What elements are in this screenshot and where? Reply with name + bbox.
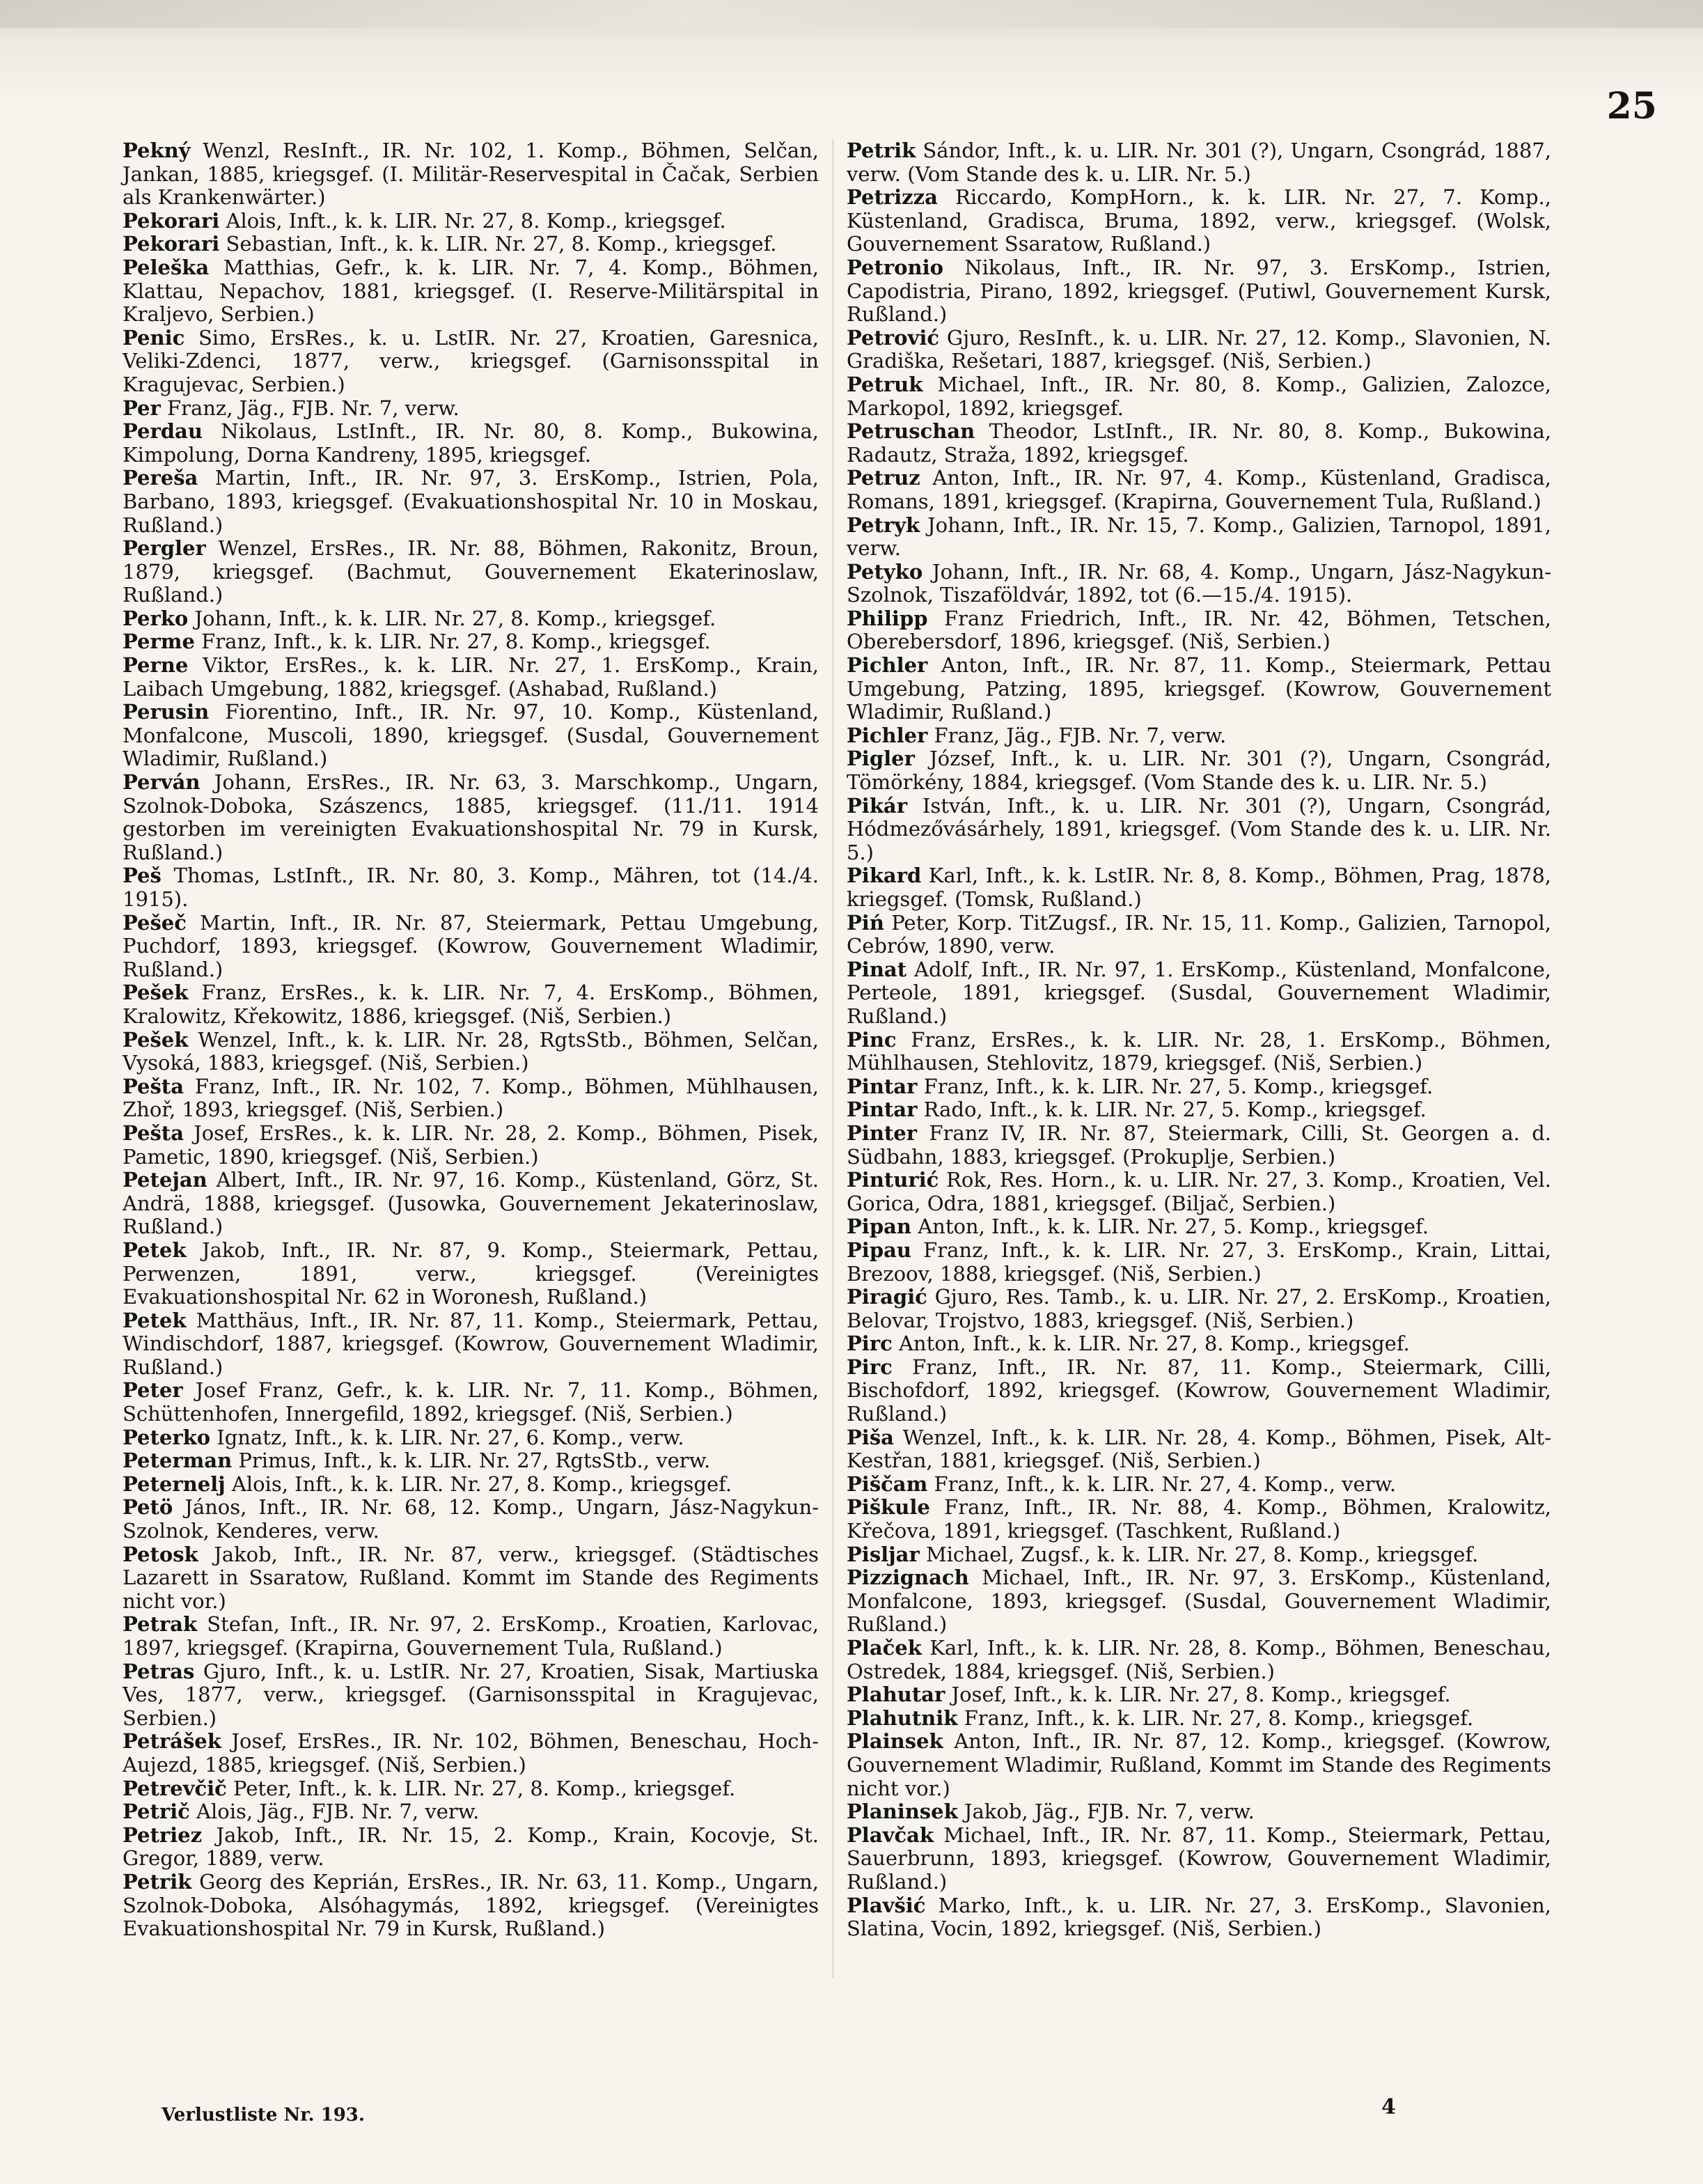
entry-surname: Pizzignach — [847, 1566, 969, 1590]
entry-surname: Piščam — [847, 1472, 928, 1496]
entry-surname: Petruk — [847, 372, 923, 396]
entry-details: Johann, Inft., IR. Nr. 15, 7. Komp., Galizien, Tarnopol, 1891, verw. — [847, 513, 1551, 561]
entry-details: Franz, Jäg., FJB. Nr. 7, verw. — [927, 723, 1227, 747]
entry-surname: Pipau — [847, 1238, 911, 1262]
entry-details: Anton, Inft., k. k. LIR. Nr. 27, 8. Komp., kriegsgef. — [892, 1332, 1410, 1356]
entry-details: Anton, Inft., k. k. LIR. Nr. 27, 5. Komp., kriegsgef. — [911, 1215, 1429, 1239]
list-entry — [847, 1169, 1551, 1215]
entry-surname: Petrič — [123, 1800, 190, 1824]
list-entry — [123, 654, 819, 701]
list-entry — [123, 981, 819, 1028]
entry-details: Peter, Korp. TitZugsf., IR. Nr. 15, 11. Komp., Galizien, Tarnopol, Cebrów, 1890, verw. — [847, 910, 1551, 958]
list-entry — [847, 747, 1551, 794]
list-entry — [123, 1496, 819, 1543]
list-entry — [123, 1029, 819, 1075]
list-entry — [847, 139, 1551, 186]
entry-details: Jakob, Inft., IR. Nr. 87, 9. Komp., Steiermark, Pettau, Perwenzen, 1891, verw., kriegsgef. (Vereinigtes Evakuationshospital Nr. 62 in Woronesh, Rußland.) — [123, 1238, 819, 1309]
entry-surname: Petriez — [123, 1823, 203, 1847]
entry-details: Wenzel, Inft., k. k. LIR. Nr. 28, RgtsStb., Böhmen, Selčan, Vysoká, 1883, kriegsgef. (Niš, Serbien.) — [123, 1027, 819, 1075]
entry-surname: Perdau — [123, 419, 203, 444]
entry-surname: Petejan — [123, 1168, 207, 1192]
list-entry — [847, 561, 1551, 607]
entry-surname: Petruschan — [847, 419, 975, 444]
entry-surname: Petö — [123, 1495, 173, 1520]
entry-details: Johann, Inft., IR. Nr. 68, 4. Komp., Ungarn, Jász-Nagykun-Szolnok, Tiszaföldvár, 1892, tot (6.—15./4. 1915). — [847, 559, 1551, 607]
list-entry — [847, 1800, 1551, 1824]
entry-details: Viktor, ErsRes., k. k. LIR. Nr. 27, 1. ErsKomp., Krain, Laibach Umgebung, 1882, kriegsgef. (Ashabad, Rußland.) — [123, 653, 819, 701]
entry-details: Josef Franz, Gefr., k. k. LIR. Nr. 7, 11. Komp., Böhmen, Schüttenhofen, Innergefild, 1892, kriegsgef. (Niš, Serbien.) — [123, 1378, 819, 1426]
entry-surname: Pereša — [123, 466, 198, 490]
entry-details: Jakob, Jäg., FJB. Nr. 7, verw. — [957, 1800, 1255, 1824]
entry-surname: Petyko — [847, 559, 923, 584]
list-entry — [123, 397, 819, 421]
entry-surname: Petruz — [847, 466, 920, 490]
entry-details: Marko, Inft., k. u. LIR. Nr. 27, 3. ErsKomp., Slavonien, Slatina, Vocin, 1892, kriegsgef. (Niš, Serbien.) — [847, 1893, 1551, 1941]
entry-details: Alois, Inft., k. k. LIR. Nr. 27, 8. Komp., kriegsgef. — [225, 1472, 732, 1496]
entry-surname: Pigler — [847, 747, 915, 771]
entry-surname: Plahutar — [847, 1683, 945, 1707]
list-entry — [847, 1098, 1551, 1122]
list-entry — [123, 139, 819, 210]
entry-surname: Pekný — [123, 139, 191, 162]
entry-surname: Piragić — [847, 1285, 927, 1309]
entry-surname: Pichler — [847, 653, 928, 678]
list-entry — [847, 1683, 1551, 1707]
list-entry — [847, 373, 1551, 420]
entry-details: Rok, Res. Horn., k. u. LIR. Nr. 27, 3. Komp., Kroatien, Vel. Gorica, Odra, 1881, kriegsgef. (Biljač, Serbien.) — [847, 1168, 1551, 1215]
list-entry — [123, 467, 819, 537]
entry-surname: Petrik — [847, 139, 916, 162]
entry-surname: Pinter — [847, 1121, 918, 1145]
entry-details: Adolf, Inft., IR. Nr. 97, 1. ErsKomp., Küstenland, Monfalcone, Perteole, 1891, kriegsgef. (Susdal, Gouvernement Wladimir, Rußland.) — [847, 957, 1551, 1028]
list-entry — [123, 1449, 819, 1473]
list-entry — [847, 654, 1551, 724]
right-column — [847, 139, 1551, 1941]
list-entry — [847, 864, 1551, 911]
entry-surname: Petrevčič — [123, 1776, 227, 1800]
list-entry — [847, 420, 1551, 467]
entry-details: Franz, Inft., IR. Nr. 102, 7. Komp., Böhmen, Mühlhausen, Zhoř, 1893, kriegsgef. (Niš, Serbien.) — [123, 1074, 819, 1122]
entry-details: Franz, ErsRes., k. k. LIR. Nr. 28, 1. ErsKomp., Böhmen, Mühlhausen, Stehlovitz, 1879, kriegsgef. (Niš, Serbien.) — [847, 1027, 1551, 1075]
entry-surname: Petrović — [847, 325, 940, 350]
list-entry — [123, 1777, 819, 1801]
entry-surname: Pintar — [847, 1098, 918, 1122]
entry-surname: Petrak — [123, 1612, 198, 1637]
list-entry — [123, 607, 819, 631]
entry-details: Alois, Jäg., FJB. Nr. 7, verw. — [189, 1800, 480, 1824]
entry-details: Georg des Keprián, ErsRes., IR. Nr. 63, 11. Komp., Ungarn, Szolnok-Doboka, Alsóhagymás, 1892, kriegsgef. (Vereinigtes Evakuationshospital Nr. 79 in Kursk, Rußland.) — [123, 1869, 819, 1941]
entry-surname: Pekorari — [123, 208, 220, 233]
entry-details: Matthias, Gefr., k. k. LIR. Nr. 7, 4. Komp., Böhmen, Klattau, Nepachov, 1881, kriegsgef. (I. Reserve-Militärspital in Kraljevo, Serbien.) — [123, 255, 819, 327]
entry-details: Gjuro, ResInft., k. u. LIR. Nr. 27, 12. Komp., Slavonien, N. Gradiška, Rešetari, 1887, kriegsgef. (Niš, Serbien.) — [847, 325, 1551, 373]
list-entry — [123, 1239, 819, 1309]
entry-surname: Plavčak — [847, 1823, 934, 1847]
entry-surname: Pešeč — [123, 910, 187, 935]
entry-details: Rado, Inft., k. k. LIR. Nr. 27, 5. Komp., kriegsgef. — [917, 1098, 1427, 1122]
list-entry — [847, 958, 1551, 1029]
entry-details: Jakob, Inft., IR. Nr. 15, 2. Komp., Krain, Kocovje, St. Gregor, 1889, verw. — [123, 1823, 819, 1871]
entry-details: Franz, Inft., k. k. LIR. Nr. 27, 5. Komp., kriegsgef. — [917, 1074, 1434, 1098]
entry-details: Franz, Inft., k. k. LIR. Nr. 27, 8. Komp., kriegsgef. — [194, 630, 711, 654]
entry-surname: Perko — [123, 606, 189, 630]
entry-surname: Pešta — [123, 1121, 184, 1145]
entry-surname: Pikár — [847, 793, 907, 818]
entry-surname: Perme — [123, 630, 195, 654]
entry-details: Anton, Inft., IR. Nr. 97, 4. Komp., Küstenland, Gradisca, Romans, 1891, kriegsgef. (Krapirna, Gouvernement Tula, Rußland.) — [847, 466, 1551, 513]
entry-surname: Perusin — [123, 700, 210, 724]
list-entry — [123, 701, 819, 771]
entry-surname: Petryk — [847, 513, 920, 537]
left-column — [123, 139, 819, 1941]
list-entry — [123, 1473, 819, 1497]
entry-details: József, Inft., k. u. LIR. Nr. 301 (?), Ungarn, Csongrád, Tömörkény, 1884, kriegsgef. (Vom Stande des k. u. LIR. Nr. 5.) — [847, 747, 1551, 795]
entry-details: Martin, Inft., IR. Nr. 97, 3. ErsKomp., Istrien, Pola, Barbano, 1893, kriegsgef. (Evakuationshospital Nr. 10 in Moskau, Rußland.) — [123, 466, 819, 537]
entry-surname: Pešta — [123, 1074, 184, 1098]
entry-details: Theodor, LstInft., IR. Nr. 80, 8. Komp., Bukowina, Radautz, Straža, 1892, kriegsgef. — [847, 419, 1551, 467]
entry-surname: Petrášek — [123, 1729, 221, 1754]
entry-details: Fiorentino, Inft., IR. Nr. 97, 10. Komp., Küstenland, Monfalcone, Muscoli, 1890, kriegsgef. (Susdal, Gouvernement Wladimir, Rußland.) — [123, 700, 819, 771]
page-number: 25 — [1606, 85, 1657, 127]
entry-details: Michael, Inft., IR. Nr. 80, 8. Komp., Galizien, Zalozce, Markopol, 1892, kriegsgef. — [847, 372, 1551, 420]
entry-details: Ignatz, Inft., k. k. LIR. Nr. 27, 6. Komp., verw. — [210, 1425, 684, 1449]
entry-details: Sándor, Inft., k. u. LIR. Nr. 301 (?), Ungarn, Csongrád, 1887, verw. (Vom Stande des k. u. LIR. Nr. 5.) — [847, 139, 1551, 186]
list-entry — [847, 1473, 1551, 1497]
entry-surname: Pergler — [123, 536, 206, 561]
entry-details: Gjuro, Res. Tamb., k. u. LIR. Nr. 27, 2. ErsKomp., Kroatien, Belovar, Trojstvo, 1883, kriegsgef. (Niš, Serbien.) — [847, 1285, 1551, 1332]
entry-surname: Petosk — [123, 1542, 198, 1566]
list-entry — [123, 864, 819, 911]
list-entry — [847, 1239, 1551, 1286]
entry-surname: Peternelj — [123, 1472, 226, 1496]
entry-details: Stefan, Inft., IR. Nr. 97, 2. ErsKomp., Kroatien, Karlovac, 1897, kriegsgef. (Krapirna, Gouvernement Tula, Rußland.) — [123, 1612, 819, 1660]
list-entry — [847, 1707, 1551, 1731]
entry-surname: Per — [123, 396, 161, 420]
entry-surname: Peterman — [123, 1449, 233, 1473]
list-entry — [847, 1075, 1551, 1099]
entry-surname: Peter — [123, 1378, 183, 1403]
list-entry — [847, 1894, 1551, 1941]
entry-details: Josef, Inft., k. k. LIR. Nr. 27, 8. Komp., kriegsgef. — [945, 1683, 1451, 1707]
entry-details: Anton, Inft., IR. Nr. 87, 12. Komp., kriegsgef. (Kowrow, Gouvernement Wladimir, Rußland, Kommt im Stande des Regiments nicht vor.) — [847, 1729, 1551, 1800]
entry-details: Franz, Inft., k. k. LIR. Nr. 27, 3. ErsKomp., Krain, Littai, Brezoov, 1888, kriegsgef. (Niš, Serbien.) — [847, 1238, 1551, 1286]
list-entry — [847, 912, 1551, 958]
list-entry — [847, 1824, 1551, 1894]
list-entry — [123, 1309, 819, 1380]
entry-surname: Petrik — [123, 1869, 192, 1894]
entry-details: Nikolaus, Inft., IR. Nr. 97, 3. ErsKomp., Istrien, Capodistria, Pirano, 1892, kriegsgef. (Putiwl, Gouvernement Kursk, Rußland.) — [847, 255, 1551, 327]
scan-shadow — [0, 0, 1703, 28]
list-entry — [123, 256, 819, 327]
list-entry — [847, 795, 1551, 865]
entry-details: Albert, Inft., IR. Nr. 97, 16. Komp., Küstenland, Görz, St. Andrä, 1888, kriegsgef. (Jusowka, Gouvernement Jekaterinoslaw, Rußland.) — [123, 1168, 819, 1239]
entry-surname: Pirc — [847, 1355, 893, 1379]
list-entry — [123, 537, 819, 607]
entry-details: Martin, Inft., IR. Nr. 87, Steiermark, Pettau Umgebung, Puchdorf, 1893, kriegsgef. (Kowrow, Gouvernement Wladimir, Rußland.) — [123, 910, 819, 981]
list-entry — [847, 607, 1551, 654]
entry-details: Franz IV, IR. Nr. 87, Steiermark, Cilli, St. Georgen a. d. Südbahn, 1883, kriegsgef. (Prokuplje, Serbien.) — [847, 1121, 1551, 1169]
list-entry — [847, 1332, 1551, 1356]
list-entry — [847, 1122, 1551, 1169]
entry-surname: Plaček — [847, 1636, 922, 1660]
entry-surname: Petrizza — [847, 185, 938, 210]
entry-details: Sebastian, Inft., k. k. LIR. Nr. 27, 8. Komp., kriegsgef. — [219, 232, 777, 256]
entry-details: Matthäus, Inft., IR. Nr. 87, 11. Komp., Steiermark, Pettau, Windischdorf, 1887, kriegsgef. (Kowrow, Gouvernement Wladimir, Rußland.) — [123, 1308, 819, 1379]
entry-details: Franz, Inft., k. k. LIR. Nr. 27, 8. Komp., kriegsgef. — [957, 1706, 1474, 1730]
entry-surname: Peterko — [123, 1425, 211, 1449]
entry-details: Primus, Inft., k. k. LIR. Nr. 27, RgtsStb., verw. — [232, 1449, 711, 1473]
list-entry — [123, 210, 819, 233]
list-entry — [847, 1566, 1551, 1637]
list-entry — [847, 1215, 1551, 1239]
entry-details: Anton, Inft., IR. Nr. 87, 11. Komp., Steiermark, Pettau Umgebung, Patzing, 1895, kriegsgef. (Kowrow, Gouvernement Wladimir, Rußland.) — [847, 653, 1551, 724]
entry-details: Franz Friedrich, Inft., IR. Nr. 42, Böhmen, Tetschen, Oberebersdorf, 1896, kriegsgef. (Niš, Serbien.) — [847, 606, 1551, 654]
entry-surname: Peš — [123, 864, 162, 888]
list-entry — [847, 1356, 1551, 1426]
list-entry — [123, 233, 819, 256]
entry-details: Thomas, LstInft., IR. Nr. 80, 3. Komp., Mähren, tot (14./4. 1915). — [123, 864, 819, 911]
list-entry — [847, 186, 1551, 256]
list-entry — [123, 1426, 819, 1450]
entry-details: Simo, ErsRes., k. u. LstIR. Nr. 27, Kroatien, Garesnica, Veliki-Zdenci, 1877, verw., kriegsgef. (Garnisonsspital in Kragujevac, Serbien.) — [123, 325, 819, 396]
entry-surname: Petras — [123, 1659, 195, 1683]
list-entry — [123, 1871, 819, 1941]
list-entry — [123, 420, 819, 467]
list-entry — [123, 1122, 819, 1169]
entry-details: Wenzel, Inft., k. k. LIR. Nr. 28, 4. Komp., Böhmen, Pisek, Alt-Kestřan, 1881, kriegsgef. (Niš, Serbien.) — [847, 1425, 1551, 1473]
entry-details: Michael, Zugsf., k. k. LIR. Nr. 27, 8. Komp., kriegsgef. — [919, 1542, 1479, 1566]
entry-surname: Piń — [847, 910, 884, 935]
entry-details: Michael, Inft., IR. Nr. 97, 3. ErsKomp., Küstenland, Monfalcone, 1893, kriegsgef. (Susdal, Gouvernement Wladimir, Rußland.) — [847, 1566, 1551, 1637]
entry-details: Karl, Inft., k. k. LstIR. Nr. 8, 8. Komp., Böhmen, Prag, 1878, kriegsgef. (Tomsk, Rußland.) — [847, 864, 1551, 911]
entry-details: Franz, Jäg., FJB. Nr. 7, verw. — [160, 396, 460, 420]
entry-surname: Pichler — [847, 723, 928, 747]
entry-details: János, Inft., IR. Nr. 68, 12. Komp., Ungarn, Jász-Nagykun-Szolnok, Kenderes, verw. — [123, 1495, 819, 1543]
list-entry — [847, 256, 1551, 327]
entry-surname: Piškule — [847, 1495, 930, 1520]
list-entry — [847, 1543, 1551, 1567]
entry-surname: Planinsek — [847, 1800, 958, 1824]
entry-details: Johann, Inft., k. k. LIR. Nr. 27, 8. Komp., kriegsgef. — [188, 606, 716, 630]
entry-details: Josef, ErsRes., IR. Nr. 102, Böhmen, Beneschau, Hoch-Aujezd, 1885, kriegsgef. (Niš, Serbien.) — [123, 1729, 819, 1777]
list-entry — [123, 1800, 819, 1824]
entry-details: Nikolaus, LstInft., IR. Nr. 80, 8. Komp., Bukowina, Kimpolung, Dorna Kandreny, 1895, kriegsgef. — [123, 419, 819, 467]
entry-surname: Philipp — [847, 606, 928, 630]
entry-surname: Pintar — [847, 1074, 918, 1098]
footer-sheet-number: 4 — [1381, 2095, 1396, 2119]
entry-details: Johann, ErsRes., IR. Nr. 63, 3. Marschkomp., Ungarn, Szolnok-Doboka, Szászencs, 1885, kriegsgef. (11./11. 1914 gestorben im vereinigten Evakuationshospital Nr. 79 in Kursk, Rußland.) — [123, 770, 819, 864]
entry-surname: Pinat — [847, 957, 907, 981]
entry-surname: Peleška — [123, 255, 210, 279]
entry-details: Franz, Inft., k. k. LIR. Nr. 27, 4. Komp., verw. — [927, 1472, 1397, 1496]
list-entry — [123, 1169, 819, 1239]
list-entry — [847, 327, 1551, 373]
entry-details: Alois, Inft., k. k. LIR. Nr. 27, 8. Komp., kriegsgef. — [219, 208, 726, 233]
entry-details: Wenzl, ResInft., IR. Nr. 102, 1. Komp., Böhmen, Selčan, Jankan, 1885, kriegsgef. (I. Militär-Reservespital in Čačak, Serbien als Krankenwärter.) — [123, 139, 819, 210]
entry-surname: Pinc — [847, 1027, 897, 1052]
list-entry — [847, 1637, 1551, 1683]
entry-details: Josef, ErsRes., k. k. LIR. Nr. 28, 2. Komp., Böhmen, Pisek, Pametic, 1890, kriegsgef. (Niš, Serbien.) — [123, 1121, 819, 1169]
entry-details: Gjuro, Inft., k. u. LstIR. Nr. 27, Kroatien, Sisak, Martiuska Ves, 1877, verw., kriegsgef. (Garnisonsspital in Kragujevac, Serbien.) — [123, 1659, 819, 1730]
list-entry — [123, 1824, 819, 1871]
entry-surname: Petek — [123, 1308, 187, 1332]
entry-details: Peter, Inft., k. k. LIR. Nr. 27, 8. Komp., kriegsgef. — [226, 1776, 736, 1800]
list-entry — [847, 724, 1551, 748]
list-entry — [847, 1730, 1551, 1800]
list-entry — [123, 1075, 819, 1122]
entry-surname: Perne — [123, 653, 189, 678]
entry-details: Jakob, Inft., IR. Nr. 87, verw., kriegsgef. (Städtisches Lazarett in Ssaratow, Rußland. Kommt im Stande des Regiments nicht vor.) — [123, 1542, 819, 1613]
entry-surname: Pipan — [847, 1215, 911, 1239]
entry-surname: Plavšić — [847, 1893, 926, 1917]
entry-surname: Pinturić — [847, 1168, 939, 1192]
entry-details: Michael, Inft., IR. Nr. 87, 11. Komp., Steiermark, Pettau, Sauerbrunn, 1893, kriegsgef. (Kowrow, Gouvernement Wladimir, Rußland.) — [847, 1823, 1551, 1894]
list-entry — [123, 630, 819, 654]
entry-surname: Plainsek — [847, 1729, 943, 1754]
entry-surname: Plahutnik — [847, 1706, 958, 1730]
entry-details: Franz, Inft., IR. Nr. 87, 11. Komp., Steiermark, Cilli, Bischofdorf, 1892, kriegsgef. (Kowrow, Gouvernement Wladimir, Rußland.) — [847, 1355, 1551, 1426]
list-entry — [123, 1730, 819, 1777]
entry-surname: Penic — [123, 325, 185, 350]
list-entry — [123, 771, 819, 864]
entry-surname: Piša — [847, 1425, 894, 1449]
entry-surname: Perván — [123, 770, 201, 795]
entry-details: Riccardo, KompHorn., k. k. LIR. Nr. 27, 7. Komp., Küstenland, Gradisca, Bruma, 1892, verw., kriegsgef. (Wolsk, Gouvernement Ssaratow, Rußland.) — [847, 185, 1551, 256]
entry-details: Franz, Inft., IR. Nr. 88, 4. Komp., Böhmen, Kralowitz, Křečova, 1891, kriegsgef. (Taschkent, Rußland.) — [847, 1495, 1551, 1543]
entry-details: Franz, ErsRes., k. k. LIR. Nr. 7, 4. ErsKomp., Böhmen, Kralowitz, Křekowitz, 1886, kriegsgef. (Niš, Serbien.) — [123, 981, 819, 1028]
entry-surname: Pešek — [123, 1027, 189, 1052]
entry-surname: Pešek — [123, 981, 189, 1005]
list-entry — [847, 1029, 1551, 1075]
list-entry — [847, 1286, 1551, 1332]
entry-surname: Pisljar — [847, 1542, 920, 1566]
list-entry — [123, 1613, 819, 1660]
entry-surname: Pekorari — [123, 232, 220, 256]
entry-details: Karl, Inft., k. k. LIR. Nr. 28, 8. Komp., Böhmen, Beneschau, Ostredek, 1884, kriegsgef. (Niš, Serbien.) — [847, 1636, 1551, 1683]
list-entry — [847, 467, 1551, 513]
entry-surname: Petek — [123, 1238, 187, 1262]
entry-surname: Pikard — [847, 864, 922, 888]
list-entry — [123, 1543, 819, 1614]
list-entry — [123, 1379, 819, 1426]
list-entry — [123, 912, 819, 982]
entry-surname: Pirc — [847, 1332, 893, 1356]
list-entry — [847, 514, 1551, 561]
entry-surname: Petronio — [847, 255, 943, 279]
list-entry — [847, 1426, 1551, 1473]
entry-details: Wenzel, ErsRes., IR. Nr. 88, Böhmen, Rakonitz, Broun, 1879, kriegsgef. (Bachmut, Gouvernement Ekaterinoslaw, Rußland.) — [123, 536, 819, 607]
list-entry — [123, 1660, 819, 1731]
list-entry — [847, 1496, 1551, 1543]
footer-signature: Verlustliste Nr. 193. — [162, 2105, 365, 2126]
entry-details: István, Inft., k. u. LIR. Nr. 301 (?), Ungarn, Csongrád, Hódmezővásárhely, 1891, kriegsgef. (Vom Stande des k. u. LIR. Nr. 5.) — [847, 793, 1551, 864]
list-entry — [123, 327, 819, 397]
